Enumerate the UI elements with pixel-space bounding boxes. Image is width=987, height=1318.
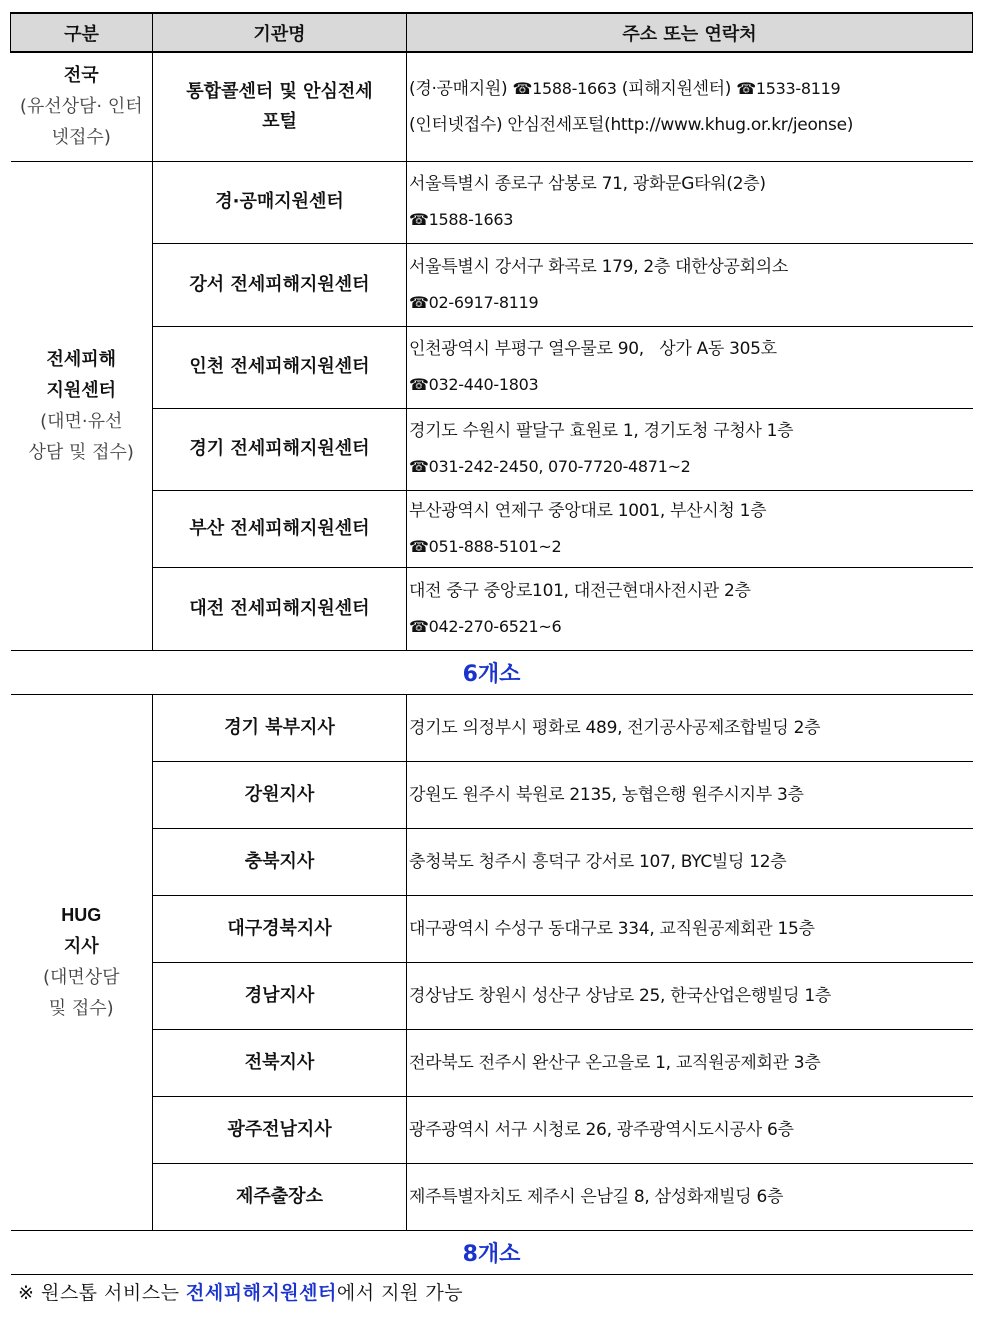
hug-category-line2: 지사 bbox=[63, 936, 99, 957]
support-address: 서울특별시 종로구 삼봉로 71, 광화문G타워(2층) bbox=[409, 174, 766, 194]
support-name: 강서 전세피해지원센터 bbox=[153, 243, 407, 326]
support-name: 인천 전세피해지원센터 bbox=[153, 326, 407, 408]
support-name: 경기 전세피해지원센터 bbox=[153, 408, 407, 490]
hug-category-sub1: (대면상담 bbox=[42, 967, 120, 988]
support-phone: ☎1588-1663 bbox=[409, 210, 514, 229]
hug-branch-name: 강원지사 bbox=[153, 761, 407, 828]
support-category-sub1: (대면·유선 bbox=[40, 410, 123, 432]
hug-branch-row bbox=[11, 828, 973, 895]
note-prefix: ※ 원스톱 서비스는 bbox=[18, 1282, 187, 1304]
support-category-sub2: 상담 및 접수) bbox=[28, 441, 134, 463]
hug-branch-address: 대구광역시 수성구 동대구로 334, 교직원공제회관 15층 bbox=[407, 895, 973, 962]
support-phone: ☎02-6917-8119 bbox=[409, 292, 539, 312]
hug-branch-row bbox=[11, 1163, 973, 1230]
support-center-row bbox=[11, 490, 973, 567]
support-count: 6개소 bbox=[11, 650, 973, 694]
support-phone: ☎031-242-2450, 070-7720-4871~2 bbox=[409, 457, 691, 476]
support-name: 부산 전세피해지원센터 bbox=[153, 490, 407, 567]
table-header-row bbox=[11, 13, 973, 52]
hug-branch-address: 제주특별자치도 제주시 은남길 8, 삼성화재빌딩 6층 bbox=[407, 1163, 973, 1230]
hug-branch-name: 제주출장소 bbox=[153, 1163, 407, 1230]
support-center-row bbox=[11, 161, 973, 243]
hug-branch-address: 경상남도 창원시 성산구 상남로 25, 한국산업은행빌딩 1층 bbox=[407, 962, 973, 1029]
national-contact-line1 bbox=[409, 71, 973, 107]
support-contact bbox=[407, 567, 973, 650]
hug-branch-name: 대구경북지사 bbox=[153, 895, 407, 962]
national-category-cell bbox=[11, 52, 153, 161]
hug-branch-row bbox=[11, 962, 973, 1029]
national-row bbox=[11, 52, 973, 161]
one-stop-note bbox=[18, 1278, 463, 1305]
hug-branch-address: 강원도 원주시 북원로 2135, 농협은행 원주시지부 3층 bbox=[407, 761, 973, 828]
national-category: 전국 bbox=[63, 65, 99, 87]
hug-branch-name: 경기 북부지사 bbox=[153, 694, 407, 761]
support-address: 경기도 수원시 팔달구 효원로 1, 경기도청 구청사 1층 bbox=[409, 421, 794, 441]
national-phone-2: ☎1533-8119 bbox=[736, 78, 841, 98]
support-phone: ☎042-270-6521~6 bbox=[409, 616, 562, 636]
support-contact bbox=[407, 408, 973, 490]
hug-category-line1: HUG bbox=[61, 905, 102, 925]
hug-branch-row bbox=[11, 895, 973, 962]
hug-branch-name: 충북지사 bbox=[153, 828, 407, 895]
note-highlight: 전세피해지원센터 bbox=[186, 1282, 337, 1304]
national-name-cell bbox=[153, 52, 407, 161]
hug-branch-row bbox=[11, 694, 973, 761]
national-name-line2: 포털 bbox=[262, 110, 297, 132]
national-line1-b: (피해지원센터) bbox=[616, 78, 737, 99]
national-category-sub: (유선상담· 인터넷접수) bbox=[19, 96, 143, 149]
agency-contact-table bbox=[10, 12, 973, 1275]
hug-branch-address: 경기도 의정부시 평화로 489, 전기공사공제조합빌딩 2층 bbox=[407, 694, 973, 761]
header-agency-name: 기관명 bbox=[153, 13, 407, 52]
note-suffix: 에서 지원 가능 bbox=[336, 1282, 464, 1304]
support-phone: ☎032-440-1803 bbox=[409, 375, 539, 394]
hug-category-cell bbox=[11, 694, 153, 1230]
hug-branch-name: 전북지사 bbox=[153, 1029, 407, 1096]
support-count-row bbox=[11, 650, 973, 694]
support-contact bbox=[407, 161, 973, 243]
support-category-cell bbox=[11, 161, 153, 650]
national-phone-1: ☎1588-1663 bbox=[512, 78, 617, 98]
agency-contact-table-wrapper bbox=[10, 12, 973, 1275]
hug-category-sub2: 및 접수) bbox=[48, 998, 114, 1019]
national-name-line1: 통합콜센터 및 안심전세 bbox=[186, 80, 373, 102]
support-center-row bbox=[11, 408, 973, 490]
hug-count-row bbox=[11, 1230, 973, 1274]
national-contact-line2: (인터넷접수) 안심전세포털(http://www.khug.or.kr/jeonse) bbox=[409, 114, 854, 135]
support-address: 대전 중구 중앙로101, 대전근현대사전시관 2층 bbox=[409, 580, 751, 601]
support-category-line2: 지원센터 bbox=[46, 379, 117, 401]
hug-branch-address: 전라북도 전주시 완산구 온고을로 1, 교직원공제회관 3층 bbox=[407, 1029, 973, 1096]
header-address-contact: 주소 또는 연락처 bbox=[407, 13, 973, 52]
support-contact bbox=[407, 243, 973, 326]
hug-branch-address: 충청북도 청주시 흥덕구 강서로 107, BYC빌딩 12층 bbox=[407, 828, 973, 895]
support-address: 부산광역시 연제구 중앙대로 1001, 부산시청 1층 bbox=[409, 500, 767, 521]
hug-count: 8개소 bbox=[11, 1230, 973, 1274]
support-center-row bbox=[11, 326, 973, 408]
hug-branch-row bbox=[11, 761, 973, 828]
support-contact bbox=[407, 490, 973, 567]
support-phone: ☎051-888-5101~2 bbox=[409, 536, 562, 556]
hug-branch-name: 경남지사 bbox=[153, 962, 407, 1029]
support-address: 서울특별시 강서구 화곡로 179, 2층 대한상공회의소 bbox=[409, 256, 789, 277]
hug-branch-row bbox=[11, 1029, 973, 1096]
national-line1-a: (경·공매지원) bbox=[409, 78, 513, 99]
hug-branch-row bbox=[11, 1096, 973, 1163]
support-center-row bbox=[11, 567, 973, 650]
support-contact bbox=[407, 326, 973, 408]
support-name: 대전 전세피해지원센터 bbox=[153, 567, 407, 650]
hug-branch-address: 광주광역시 서구 시청로 26, 광주광역시도시공사 6층 bbox=[407, 1096, 973, 1163]
support-name: 경·공매지원센터 bbox=[153, 161, 407, 243]
hug-branch-name: 광주전남지사 bbox=[153, 1096, 407, 1163]
support-category-line1: 전세피해 bbox=[46, 348, 117, 370]
national-contact-cell bbox=[407, 52, 973, 161]
support-address: 인천광역시 부평구 열우물로 90, 상가 A동 305호 bbox=[409, 339, 777, 359]
header-category: 구분 bbox=[11, 13, 153, 52]
support-center-row bbox=[11, 243, 973, 326]
